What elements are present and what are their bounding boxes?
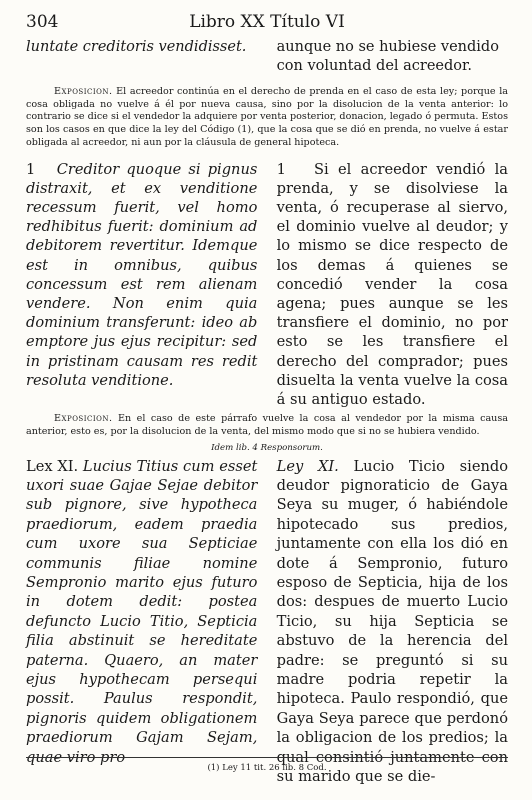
running-title: Libro XX Título VI xyxy=(189,12,345,32)
exposition-label: Exposicion. xyxy=(54,86,113,97)
running-header xyxy=(26,12,508,38)
paragraph-number: 1 xyxy=(26,160,36,178)
exposition-text: En el caso de este párrafo vuelve la cosa al vendedor por la misma causa anterior, esto es, por la disolucion de la venta, del mismo modo que si no se hubiera vendido. xyxy=(26,413,508,437)
continuation-row xyxy=(26,38,508,76)
spanish-paragraph-1 xyxy=(277,160,508,410)
spanish-paragraph-text: Si el acreedor vendió la prenda, y se disolviese la venta, ó recuperase al siervo, el dominio vuelve al deudor; y lo mismo se dice respecto de los demas á quienes se concedió vender la cosa agena; pues aunque se les transfiere el dominio, no por esto se les transfiere el derecho del comprador; pues disuelta la venta vuelve la cosa á su antiguo estado. xyxy=(276,160,509,408)
page-number: 304 xyxy=(26,12,59,32)
latin-continuation: luntate creditoris vendidisset. xyxy=(26,39,247,55)
latin-lex-text: Lucius Titius cum esset uxori suae Gajae Sejae debitor sub pignore, sive hypotheca praediorum, eadem praedia cum uxore sua Septiciae communis filiae nomine Sempronio marito ejus futuro in dotem dedit: postea defuncto Lucio Titio, Septicia filia abstinuit se hereditate paterna. Quaero, an mater ejus hypothecam persequi possit. Paulus respondit, pignoris quidem obligationem praediorum Gajam Sejam, quae viro pro xyxy=(26,457,258,766)
exposition-text: El acreedor continúa en el derecho de prenda en el caso de esta ley; porque la cosa obligada no vuelve á él por nueva causa, sino por la disolucion de la venta anterior: lo contrario se dice si el vendedor la adquiere por venta posterior, donacion, legado ó permuta. Estos son los casos en que dice la ley del Código (1), que la cosa que se dió en prenda, no vuelve á estar obligada al acreedor, ni aun por la cláusula de general hipoteca. xyxy=(26,86,508,148)
footnote: (1) Ley 11 tit. 26 lib. 8 Cod. xyxy=(207,763,327,773)
lex-label: Lex XI. xyxy=(26,457,79,475)
latin-paragraph-1 xyxy=(26,160,257,410)
exposition-label: Exposicion. xyxy=(54,413,113,425)
footnote-area xyxy=(26,757,508,773)
paragraph-1-row xyxy=(26,160,508,410)
lex-label: Ley XI. xyxy=(276,457,339,475)
latin-lex-xi xyxy=(26,457,257,787)
exposition-2 xyxy=(26,413,508,438)
source-line: Idem lib. 4 Responsorum. xyxy=(211,442,323,453)
paragraph-number: 1 xyxy=(276,160,286,178)
exposition-1 xyxy=(26,86,508,150)
spanish-lex-xi xyxy=(277,457,508,787)
spanish-lex-text: Lucio Ticio siendo deudor pignoraticio de Gaya Seya su muger, ó habiéndole hipotecado sus predios, juntamente con ella los dió en dote á Sempronio, futuro esposo de Septicia, hija de los dos: despues de muerto Lucio Ticio, su hija Septicia se abstuvo de la herencia del padre: se preguntó si su madre podria repetir la hipoteca. Paulo respondió, que Gaya Seya parece que perdonó la obligacion de los predios; la qual consintió juntamente con su marido que se die- xyxy=(276,457,509,786)
latin-paragraph-text: Creditor quoque si pignus distraxit, et ex venditione recessum fuerit, vel homo redhibitus fuerit: dominium ad debitorem revertitur. Idemque est in omnibus, quibus concessum est rem alienam vendere. Non enim quia dominium transferunt: ideo ab emptore jus ejus recipitur: sed in pristinam causam res redit resoluta venditione. xyxy=(26,160,258,389)
lex-xi-row xyxy=(26,457,508,787)
page xyxy=(26,12,508,786)
spanish-continuation: aunque no se hubiese vendido con voluntad del acreedor. xyxy=(276,39,499,74)
